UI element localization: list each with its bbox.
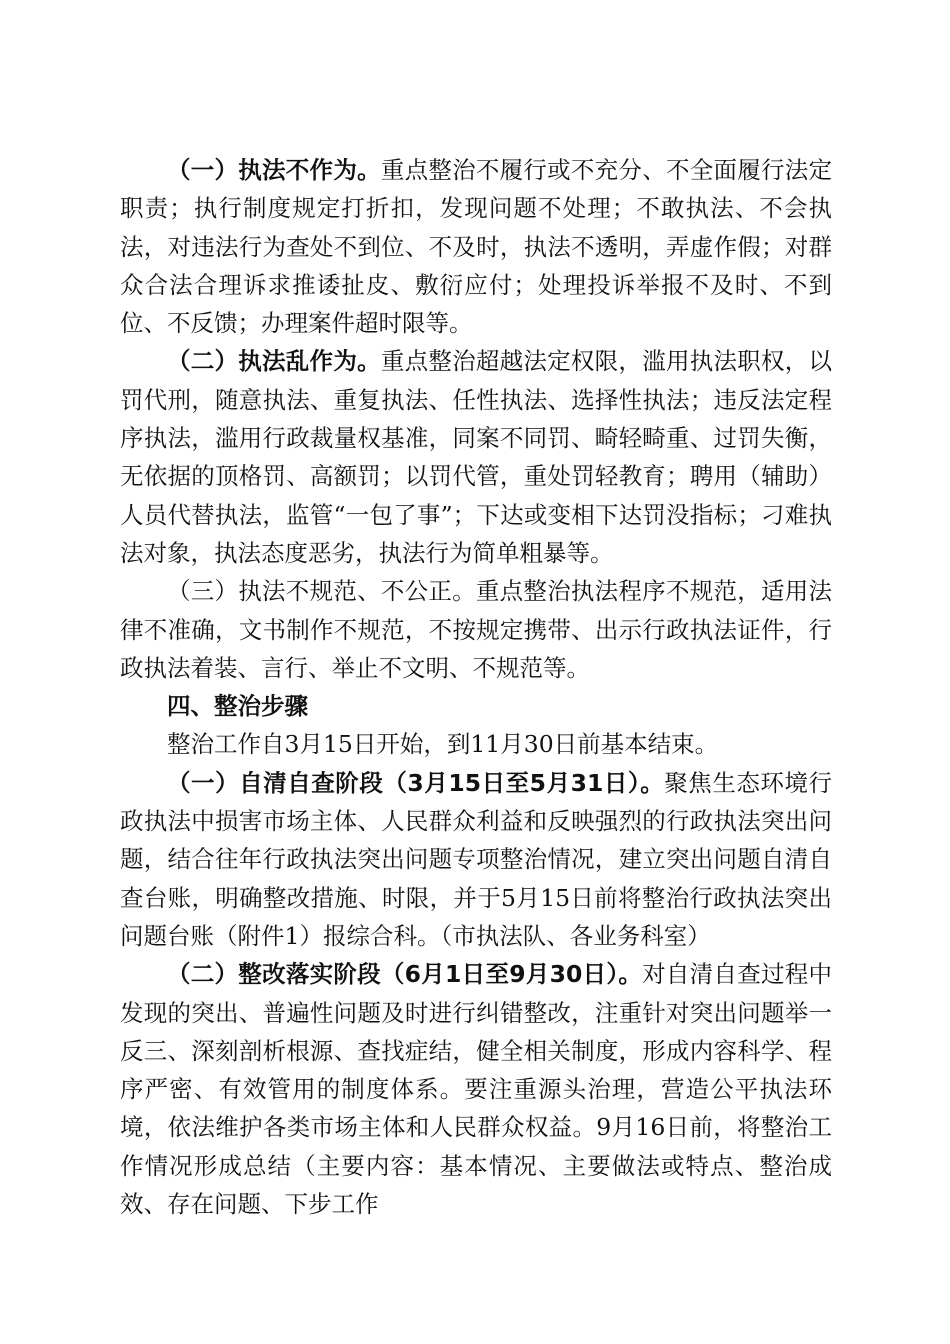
paragraph-self-check-stage — [120, 764, 832, 955]
paragraph-lead: （二）执法乱作为。 — [167, 347, 381, 376]
paragraph-nonstandard: （三）执法不规范、不公正。重点整治执法程序不规范，适用法律不准确，文书制作不规范，不按规定携带、出示行政执法证件，行政执法着装、言行、举止不文明、不规范等。 — [120, 577, 832, 682]
paragraph-body: 重点整治不履行或不充分、不全面履行法定职责；执行制度规定打折扣，发现问题不处理；不敢执法、不会执法，对违法行为查处不到位、不及时，执法不透明，弄虚作假；对群众合法合理诉求推诿扯皮、敷衍应付；处理投诉举报不及时、不到位、不反馈；办理案件超时限等。 — [120, 156, 833, 338]
paragraph-intro: 整治工作自3月15日开始，到11月30日前基本结束。 — [167, 730, 719, 759]
paragraph-body: 聚焦生态环境行政执法中损害市场主体、人民群众利益和反映强烈的行政执法突出问题，结合往年行政执法突出问题专项整治情况，建立突出问题自清自查台账，明确整改措施、时限，并于5月15日前将整治行政执法突出问题台账（附件1）报综合科。（市执法队、各业务科室） — [120, 768, 833, 950]
paragraph-lead: （一）执法不作为。 — [167, 156, 381, 184]
paragraph-misconduct — [120, 342, 832, 572]
paragraph-inaction — [120, 151, 832, 342]
paragraph-body: 对自清自查过程中发现的突出、普遍性问题及时进行纠错整改，注重针对突出问题举一反三、深刻剖析根源、查找症结，健全相关制度，形成内容科学、程序严密、有效管用的制度体系。要注重源头治理，营造公平执法环境，依法维护各类市场主体和人民群众权益。9月16日前，将整治工作情况形成总结（主要内容：基本情况、主要做法或特点、整治成效、存在问题、下步工作 — [120, 960, 832, 1219]
paragraph-body: 重点整治超越法定权限，滥用执法职权，以罚代刑，随意执法、重复执法、任性执法、选择性执法；违反法定程序执法，滥用行政裁量权基准，同案不同罚、畸轻畸重、过罚失衡，无依据的顶格罚、高额罚；以罚代管，重处罚轻教育；聘用（辅助）人员代替执法，监管“一包了事”；下达或变相下达罚没指标；刁难执法对象，执法态度恶劣，执法行为简单粗暴等。 — [120, 347, 833, 567]
document-page — [120, 151, 832, 1223]
paragraph-lead: （一）自清自查阶段（3月15日至5月31日）。 — [167, 768, 665, 797]
section-heading: 四、整治步骤 — [167, 692, 308, 721]
paragraph-rectification-stage — [120, 955, 832, 1223]
paragraph-lead: （二）整改落实阶段（6月1日至9月30日）。 — [167, 960, 643, 989]
